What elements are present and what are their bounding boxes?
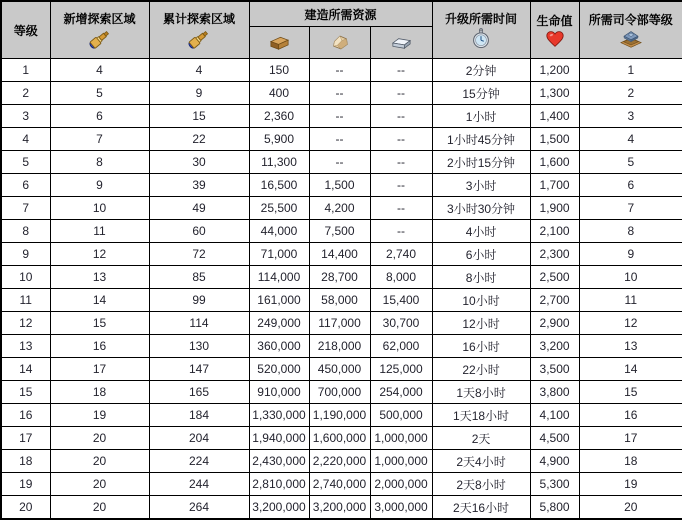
cell-wood-cost: 150: [249, 59, 309, 82]
cell-wood-cost: 249,000: [249, 312, 309, 335]
level-header-label: 等级: [13, 23, 38, 38]
cell-total-explore-area: 204: [149, 427, 249, 450]
cell-new-explore-area: 5: [50, 82, 149, 105]
cell-upgrade-time: 2小时15分钟: [432, 151, 530, 174]
cell-new-explore-area: 14: [50, 289, 149, 312]
cell-iron-cost: 500,000: [370, 404, 432, 427]
cell-total-explore-area: 184: [149, 404, 249, 427]
cell-upgrade-time: 6小时: [432, 243, 530, 266]
cell-upgrade-time: 2天: [432, 427, 530, 450]
cell-iron-cost: 30,700: [370, 312, 432, 335]
cell-new-explore-area: 13: [50, 266, 149, 289]
cell-wood-cost: 161,000: [249, 289, 309, 312]
cell-level: 6: [1, 174, 50, 197]
cell-upgrade-time: 12小时: [432, 312, 530, 335]
cell-hq-level-required: 9: [579, 243, 682, 266]
cell-upgrade-time: 2天4小时: [432, 450, 530, 473]
build-resources-label: 建造所需资源: [304, 7, 377, 22]
cell-new-explore-area: 16: [50, 335, 149, 358]
cell-total-explore-area: 49: [149, 197, 249, 220]
cell-hq-level-required: 16: [579, 404, 682, 427]
cell-iron-cost: 1,000,000: [370, 450, 432, 473]
cell-wood-cost: 114,000: [249, 266, 309, 289]
cell-stone-cost: 1,500: [309, 174, 370, 197]
cell-hq-level-required: 15: [579, 381, 682, 404]
cell-level: 12: [1, 312, 50, 335]
col-header-stone: [309, 27, 370, 59]
cell-hq-level-required: 3: [579, 105, 682, 128]
cell-total-explore-area: 72: [149, 243, 249, 266]
cell-new-explore-area: 20: [50, 496, 149, 520]
heart-icon: [545, 30, 565, 48]
cell-total-explore-area: 30: [149, 151, 249, 174]
cell-stone-cost: 450,000: [309, 358, 370, 381]
cell-iron-cost: --: [370, 105, 432, 128]
table-row: [1, 289, 682, 312]
cell-new-explore-area: 9: [50, 174, 149, 197]
cell-total-explore-area: 224: [149, 450, 249, 473]
cell-upgrade-time: 8小时: [432, 266, 530, 289]
cell-iron-cost: --: [370, 128, 432, 151]
table-row: [1, 404, 682, 427]
cell-new-explore-area: 12: [50, 243, 149, 266]
cell-level: 10: [1, 266, 50, 289]
cell-level: 20: [1, 496, 50, 520]
cell-hq-level-required: 2: [579, 82, 682, 105]
cell-wood-cost: 16,500: [249, 174, 309, 197]
cell-stone-cost: 117,000: [309, 312, 370, 335]
cell-health: 1,700: [530, 174, 579, 197]
total-explore-area-label: 累计探索区域: [162, 11, 235, 26]
cell-level: 18: [1, 450, 50, 473]
cell-level: 11: [1, 289, 50, 312]
cell-new-explore-area: 10: [50, 197, 149, 220]
cell-iron-cost: --: [370, 82, 432, 105]
cell-hq-level-required: 10: [579, 266, 682, 289]
cell-health: 2,100: [530, 220, 579, 243]
cell-level: 13: [1, 335, 50, 358]
hq-level-label: 所需司令部等级: [588, 13, 673, 27]
cell-total-explore-area: 9: [149, 82, 249, 105]
cell-new-explore-area: 18: [50, 381, 149, 404]
table-row: [1, 59, 682, 82]
cell-level: 16: [1, 404, 50, 427]
cell-wood-cost: 2,430,000: [249, 450, 309, 473]
cell-new-explore-area: 17: [50, 358, 149, 381]
table-row: [1, 197, 682, 220]
table-row: [1, 381, 682, 404]
cell-upgrade-time: 22小时: [432, 358, 530, 381]
cell-health: 2,900: [530, 312, 579, 335]
cell-new-explore-area: 4: [50, 59, 149, 82]
cell-iron-cost: 3,000,000: [370, 496, 432, 520]
cell-stone-cost: 1,600,000: [309, 427, 370, 450]
table-row: [1, 128, 682, 151]
cell-hq-level-required: 8: [579, 220, 682, 243]
cell-upgrade-time: 1天8小时: [432, 381, 530, 404]
cell-stone-cost: --: [309, 59, 370, 82]
cell-health: 1,200: [530, 59, 579, 82]
cell-total-explore-area: 130: [149, 335, 249, 358]
cell-health: 1,900: [530, 197, 579, 220]
table-row: [1, 82, 682, 105]
cell-health: 4,100: [530, 404, 579, 427]
cell-wood-cost: 2,810,000: [249, 473, 309, 496]
cell-stone-cost: 7,500: [309, 220, 370, 243]
cell-upgrade-time: 15分钟: [432, 82, 530, 105]
stopwatch-icon: [472, 28, 490, 49]
cell-level: 17: [1, 427, 50, 450]
cell-stone-cost: --: [309, 128, 370, 151]
cell-hq-level-required: 6: [579, 174, 682, 197]
cell-total-explore-area: 99: [149, 289, 249, 312]
cell-health: 5,800: [530, 496, 579, 520]
cell-stone-cost: 28,700: [309, 266, 370, 289]
cell-iron-cost: 62,000: [370, 335, 432, 358]
cell-hq-level-required: 4: [579, 128, 682, 151]
cell-health: 2,300: [530, 243, 579, 266]
cell-hq-level-required: 20: [579, 496, 682, 520]
col-header-iron: [370, 27, 432, 59]
cell-iron-cost: 125,000: [370, 358, 432, 381]
cell-total-explore-area: 15: [149, 105, 249, 128]
cell-stone-cost: 700,000: [309, 381, 370, 404]
cell-stone-cost: --: [309, 82, 370, 105]
cell-hq-level-required: 19: [579, 473, 682, 496]
cell-hq-level-required: 7: [579, 197, 682, 220]
telescope-icon: [87, 28, 113, 50]
cell-new-explore-area: 11: [50, 220, 149, 243]
cell-new-explore-area: 20: [50, 473, 149, 496]
cell-health: 2,500: [530, 266, 579, 289]
health-label: 生命值: [536, 13, 573, 28]
col-header-new-explore-area: [50, 1, 149, 59]
cell-level: 3: [1, 105, 50, 128]
cell-upgrade-time: 1小时45分钟: [432, 128, 530, 151]
table-body: [1, 59, 682, 520]
cell-new-explore-area: 8: [50, 151, 149, 174]
cell-total-explore-area: 85: [149, 266, 249, 289]
col-header-wood: [249, 27, 309, 59]
cell-stone-cost: --: [309, 151, 370, 174]
cell-upgrade-time: 3小时30分钟: [432, 197, 530, 220]
cell-health: 1,400: [530, 105, 579, 128]
cell-hq-level-required: 17: [579, 427, 682, 450]
table-row: [1, 243, 682, 266]
cell-level: 15: [1, 381, 50, 404]
cell-wood-cost: 71,000: [249, 243, 309, 266]
cell-hq-level-required: 12: [579, 312, 682, 335]
cell-total-explore-area: 4: [149, 59, 249, 82]
cell-total-explore-area: 264: [149, 496, 249, 520]
cell-level: 9: [1, 243, 50, 266]
cell-total-explore-area: 22: [149, 128, 249, 151]
col-header-build-resources: [249, 1, 432, 27]
cell-iron-cost: 254,000: [370, 381, 432, 404]
cell-iron-cost: 15,400: [370, 289, 432, 312]
cell-level: 7: [1, 197, 50, 220]
cell-iron-cost: --: [370, 174, 432, 197]
cell-stone-cost: 2,220,000: [309, 450, 370, 473]
cell-health: 1,300: [530, 82, 579, 105]
cell-level: 19: [1, 473, 50, 496]
cell-wood-cost: 520,000: [249, 358, 309, 381]
cell-hq-level-required: 1: [579, 59, 682, 82]
cell-iron-cost: --: [370, 59, 432, 82]
cell-health: 5,300: [530, 473, 579, 496]
table-row: [1, 174, 682, 197]
iron-icon: [371, 36, 432, 50]
cell-wood-cost: 11,300: [249, 151, 309, 174]
cell-upgrade-time: 16小时: [432, 335, 530, 358]
cell-wood-cost: 360,000: [249, 335, 309, 358]
cell-new-explore-area: 20: [50, 427, 149, 450]
cell-upgrade-time: 3小时: [432, 174, 530, 197]
table-row: [1, 312, 682, 335]
col-header-hq-level: [579, 1, 682, 59]
cell-stone-cost: 218,000: [309, 335, 370, 358]
table-row: [1, 358, 682, 381]
table-row: [1, 496, 682, 520]
cell-stone-cost: 14,400: [309, 243, 370, 266]
table-row: [1, 450, 682, 473]
cell-upgrade-time: 4小时: [432, 220, 530, 243]
col-header-level: [1, 1, 50, 59]
cell-hq-level-required: 5: [579, 151, 682, 174]
cell-stone-cost: 1,190,000: [309, 404, 370, 427]
cell-upgrade-time: 10小时: [432, 289, 530, 312]
cell-hq-level-required: 13: [579, 335, 682, 358]
cell-health: 1,500: [530, 128, 579, 151]
cell-total-explore-area: 244: [149, 473, 249, 496]
cell-health: 4,900: [530, 450, 579, 473]
cell-upgrade-time: 2天16小时: [432, 496, 530, 520]
cell-wood-cost: 5,900: [249, 128, 309, 151]
table-row: [1, 151, 682, 174]
cell-iron-cost: 2,740: [370, 243, 432, 266]
cell-health: 3,200: [530, 335, 579, 358]
cell-total-explore-area: 165: [149, 381, 249, 404]
cell-wood-cost: 3,200,000: [249, 496, 309, 520]
cell-level: 2: [1, 82, 50, 105]
col-header-health: [530, 1, 579, 59]
cell-total-explore-area: 147: [149, 358, 249, 381]
cell-total-explore-area: 60: [149, 220, 249, 243]
table-row: [1, 105, 682, 128]
cell-level: 8: [1, 220, 50, 243]
cell-stone-cost: 4,200: [309, 197, 370, 220]
cell-new-explore-area: 20: [50, 450, 149, 473]
cell-upgrade-time: 2分钟: [432, 59, 530, 82]
cell-total-explore-area: 114: [149, 312, 249, 335]
cell-stone-cost: --: [309, 105, 370, 128]
cell-wood-cost: 1,330,000: [249, 404, 309, 427]
cell-health: 2,700: [530, 289, 579, 312]
cell-wood-cost: 25,500: [249, 197, 309, 220]
cell-iron-cost: 1,000,000: [370, 427, 432, 450]
table-row: [1, 473, 682, 496]
cell-wood-cost: 2,360: [249, 105, 309, 128]
cell-wood-cost: 1,940,000: [249, 427, 309, 450]
cell-health: 3,800: [530, 381, 579, 404]
upgrade-time-label: 升级所需时间: [445, 12, 518, 26]
cell-hq-level-required: 14: [579, 358, 682, 381]
headquarters-icon: [619, 29, 643, 48]
col-header-total-explore-area: [149, 1, 249, 59]
cell-level: 1: [1, 59, 50, 82]
cell-new-explore-area: 19: [50, 404, 149, 427]
stone-icon: [310, 34, 370, 51]
cell-upgrade-time: 1天18小时: [432, 404, 530, 427]
cell-wood-cost: 910,000: [249, 381, 309, 404]
cell-wood-cost: 44,000: [249, 220, 309, 243]
cell-new-explore-area: 15: [50, 312, 149, 335]
cell-stone-cost: 58,000: [309, 289, 370, 312]
cell-iron-cost: 8,000: [370, 266, 432, 289]
cell-iron-cost: 2,000,000: [370, 473, 432, 496]
cell-health: 1,600: [530, 151, 579, 174]
table-row: [1, 427, 682, 450]
new-explore-area-label: 新增探索区域: [63, 11, 136, 26]
cell-health: 4,500: [530, 427, 579, 450]
cell-stone-cost: 2,740,000: [309, 473, 370, 496]
cell-new-explore-area: 7: [50, 128, 149, 151]
cell-level: 5: [1, 151, 50, 174]
wood-icon: [250, 35, 309, 51]
cell-upgrade-time: 2天8小时: [432, 473, 530, 496]
cell-total-explore-area: 39: [149, 174, 249, 197]
cell-iron-cost: --: [370, 151, 432, 174]
cell-level: 4: [1, 128, 50, 151]
cell-hq-level-required: 18: [579, 450, 682, 473]
cell-stone-cost: 3,200,000: [309, 496, 370, 520]
col-header-upgrade-time: [432, 1, 530, 59]
table-row: [1, 335, 682, 358]
cell-health: 3,500: [530, 358, 579, 381]
telescope-icon: [186, 28, 212, 50]
table-row: [1, 266, 682, 289]
cell-iron-cost: --: [370, 220, 432, 243]
cell-iron-cost: --: [370, 197, 432, 220]
cell-upgrade-time: 1小时: [432, 105, 530, 128]
cell-hq-level-required: 11: [579, 289, 682, 312]
cell-level: 14: [1, 358, 50, 381]
cell-wood-cost: 400: [249, 82, 309, 105]
cell-new-explore-area: 6: [50, 105, 149, 128]
table-row: [1, 220, 682, 243]
